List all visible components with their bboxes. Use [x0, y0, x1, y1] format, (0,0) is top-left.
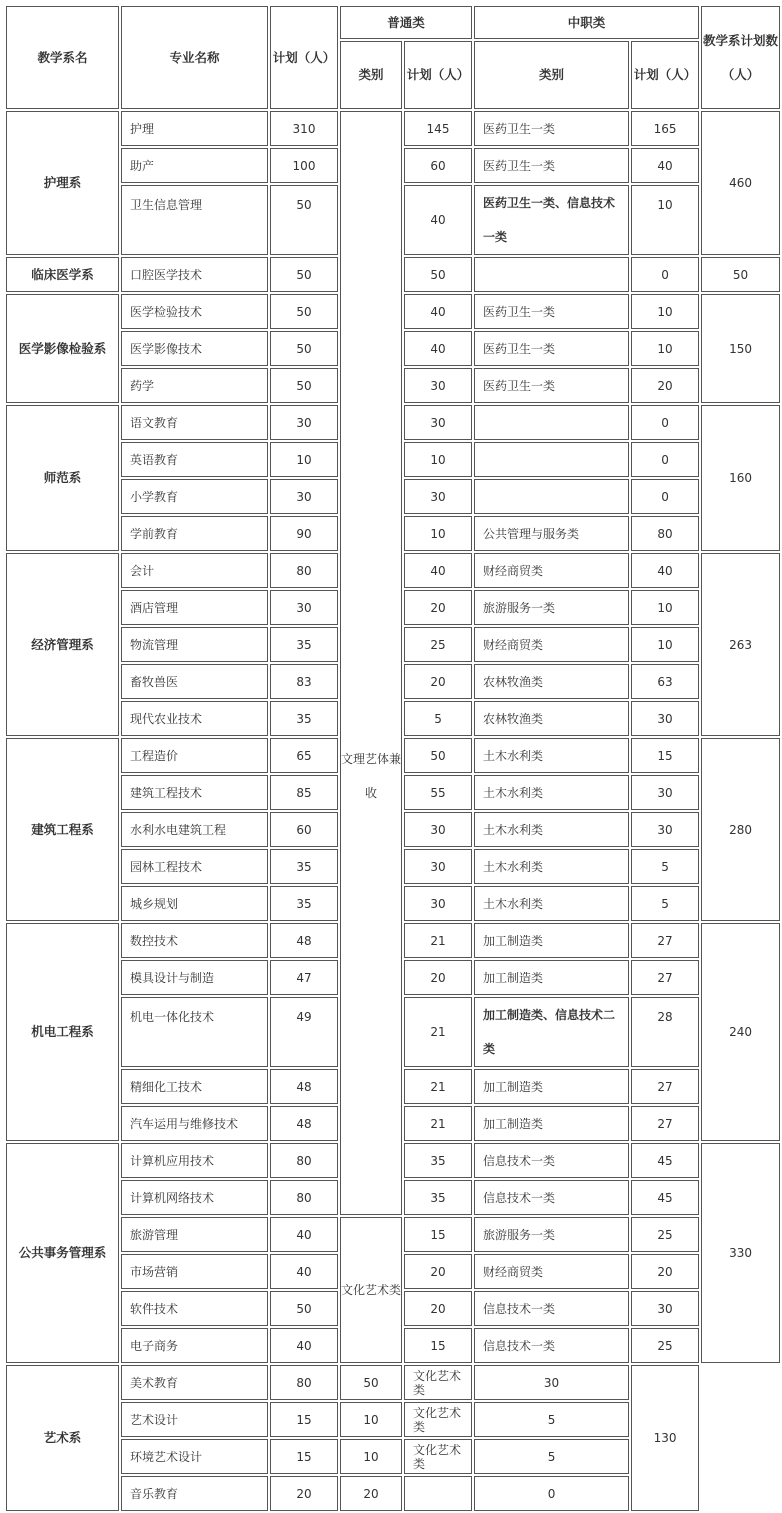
- vocational-plan-count: 45: [631, 1143, 699, 1178]
- header-vocational-plan: 计划（人）: [631, 41, 699, 109]
- plan-count: 30: [270, 590, 338, 625]
- vocational-plan-count: 20: [631, 1254, 699, 1289]
- vocational-category: 旅游服务一类: [474, 590, 629, 625]
- major-name: 会计: [121, 553, 268, 588]
- dept-name: 经济管理系: [6, 553, 119, 736]
- vocational-category: 农林牧渔类: [474, 701, 629, 736]
- major-name: 环境艺术设计: [121, 1439, 268, 1474]
- header-plan: 计划（人）: [270, 6, 338, 109]
- vocational-plan-count: 5: [474, 1402, 629, 1437]
- vocational-category: 财经商贸类: [474, 553, 629, 588]
- major-name: 城乡规划: [121, 886, 268, 921]
- vocational-category: 加工制造类、信息技术二类: [474, 997, 629, 1067]
- vocational-category: 信息技术一类: [474, 1143, 629, 1178]
- general-plan-count: 20: [404, 1291, 472, 1326]
- dept-total: 240: [701, 923, 780, 1141]
- vocational-plan-count: 0: [474, 1476, 629, 1511]
- plan-count: 10: [270, 442, 338, 477]
- plan-count: 80: [270, 1143, 338, 1178]
- vocational-category: 医药卫生一类: [474, 368, 629, 403]
- vocational-category: [474, 257, 629, 292]
- major-name: 模具设计与制造: [121, 960, 268, 995]
- vocational-category: 加工制造类: [474, 960, 629, 995]
- major-name: 机电一体化技术: [121, 997, 268, 1067]
- vocational-plan-count: 80: [631, 516, 699, 551]
- major-name: 旅游管理: [121, 1217, 268, 1252]
- plan-count: 20: [270, 1476, 338, 1511]
- dept-name: 公共事务管理系: [6, 1143, 119, 1363]
- table-row: [6, 111, 780, 146]
- general-plan-count: 30: [404, 479, 472, 514]
- general-plan-count: 10: [340, 1439, 402, 1474]
- general-plan-count: 145: [404, 111, 472, 146]
- major-name: 市场营销: [121, 1254, 268, 1289]
- vocational-plan-count: 10: [631, 590, 699, 625]
- major-name: 电子商务: [121, 1328, 268, 1363]
- major-name: 语文教育: [121, 405, 268, 440]
- vocational-plan-count: 27: [631, 960, 699, 995]
- vocational-plan-count: 5: [631, 886, 699, 921]
- vocational-category: 医药卫生一类: [474, 294, 629, 329]
- vocational-category: 文化艺术类: [404, 1365, 472, 1400]
- plan-count: 80: [270, 1180, 338, 1215]
- plan-count: 80: [270, 1365, 338, 1400]
- general-plan-count: 15: [404, 1328, 472, 1363]
- plan-count: 48: [270, 1106, 338, 1141]
- major-name: 学前教育: [121, 516, 268, 551]
- general-plan-count: 10: [340, 1402, 402, 1437]
- vocational-plan-count: 0: [631, 442, 699, 477]
- header-major: 专业名称: [121, 6, 268, 109]
- major-name: 英语教育: [121, 442, 268, 477]
- vocational-category: [474, 405, 629, 440]
- major-name: 口腔医学技术: [121, 257, 268, 292]
- vocational-plan-count: 0: [631, 405, 699, 440]
- vocational-category: 公共管理与服务类: [474, 516, 629, 551]
- vocational-category: 土木水利类: [474, 812, 629, 847]
- major-name: 畜牧兽医: [121, 664, 268, 699]
- general-plan-count: 21: [404, 923, 472, 958]
- vocational-category: 土木水利类: [474, 849, 629, 884]
- general-plan-count: 20: [404, 664, 472, 699]
- plan-count: 310: [270, 111, 338, 146]
- major-name: 美术教育: [121, 1365, 268, 1400]
- vocational-plan-count: 25: [631, 1217, 699, 1252]
- vocational-plan-count: 10: [631, 331, 699, 366]
- header-vocational-category: 类别: [474, 41, 629, 109]
- vocational-plan-count: 40: [631, 553, 699, 588]
- vocational-category: 医药卫生一类: [474, 148, 629, 183]
- general-plan-count: 30: [404, 812, 472, 847]
- major-name: 园林工程技术: [121, 849, 268, 884]
- major-name: 汽车运用与维修技术: [121, 1106, 268, 1141]
- major-name: 酒店管理: [121, 590, 268, 625]
- general-plan-count: 21: [404, 997, 472, 1067]
- plan-count: 35: [270, 701, 338, 736]
- vocational-category: 信息技术一类: [474, 1291, 629, 1326]
- vocational-category: 财经商贸类: [474, 627, 629, 662]
- vocational-category: 医药卫生一类: [474, 331, 629, 366]
- general-plan-count: 60: [404, 148, 472, 183]
- dept-total: 460: [701, 111, 780, 255]
- general-plan-count: 35: [404, 1180, 472, 1215]
- plan-count: 35: [270, 849, 338, 884]
- vocational-plan-count: 30: [631, 775, 699, 810]
- vocational-category: 医药卫生一类、信息技术一类: [474, 185, 629, 255]
- admission-plan-table: [4, 4, 782, 1513]
- major-name: 物流管理: [121, 627, 268, 662]
- vocational-plan-count: 10: [631, 185, 699, 255]
- dept-total: 150: [701, 294, 780, 403]
- plan-count: 48: [270, 923, 338, 958]
- vocational-plan-count: 45: [631, 1180, 699, 1215]
- vocational-plan-count: 27: [631, 1106, 699, 1141]
- plan-count: 47: [270, 960, 338, 995]
- plan-count: 50: [270, 185, 338, 255]
- plan-count: 50: [270, 1291, 338, 1326]
- major-name: 数控技术: [121, 923, 268, 958]
- general-category-cell: 文理艺体兼收: [340, 111, 402, 1215]
- table-row: [6, 1365, 780, 1400]
- header-dept: 教学系名: [6, 6, 119, 109]
- dept-total: 50: [701, 257, 780, 292]
- general-plan-count: 40: [404, 331, 472, 366]
- general-plan-count: 30: [404, 368, 472, 403]
- major-name: 精细化工技术: [121, 1069, 268, 1104]
- major-name: 艺术设计: [121, 1402, 268, 1437]
- major-name: 助产: [121, 148, 268, 183]
- general-plan-count: 15: [404, 1217, 472, 1252]
- vocational-category: 信息技术一类: [474, 1328, 629, 1363]
- header-general-category: 类别: [340, 41, 402, 109]
- plan-count: 30: [270, 405, 338, 440]
- header-general-plan: 计划（人）: [404, 41, 472, 109]
- table-row: [6, 1217, 780, 1252]
- vocational-category: 旅游服务一类: [474, 1217, 629, 1252]
- vocational-category: 土木水利类: [474, 738, 629, 773]
- plan-count: 50: [270, 294, 338, 329]
- vocational-plan-count: 27: [631, 1069, 699, 1104]
- plan-count: 90: [270, 516, 338, 551]
- major-name: 工程造价: [121, 738, 268, 773]
- general-plan-count: 20: [404, 960, 472, 995]
- plan-count: 35: [270, 886, 338, 921]
- plan-count: 15: [270, 1402, 338, 1437]
- vocational-category: 医药卫生一类: [474, 111, 629, 146]
- plan-count: 30: [270, 479, 338, 514]
- general-plan-count: 21: [404, 1106, 472, 1141]
- dept-name: 建筑工程系: [6, 738, 119, 921]
- general-plan-count: 40: [404, 185, 472, 255]
- general-plan-count: 20: [404, 1254, 472, 1289]
- dept-total: 130: [631, 1365, 699, 1511]
- dept-total: 160: [701, 405, 780, 551]
- general-plan-count: 50: [404, 257, 472, 292]
- plan-count: 50: [270, 257, 338, 292]
- vocational-plan-count: 30: [474, 1365, 629, 1400]
- general-plan-count: 30: [404, 849, 472, 884]
- major-name: 计算机应用技术: [121, 1143, 268, 1178]
- dept-name: 机电工程系: [6, 923, 119, 1141]
- vocational-category: 信息技术一类: [474, 1180, 629, 1215]
- plan-count: 60: [270, 812, 338, 847]
- major-name: 计算机网络技术: [121, 1180, 268, 1215]
- general-plan-count: 50: [404, 738, 472, 773]
- general-plan-count: 30: [404, 405, 472, 440]
- plan-count: 85: [270, 775, 338, 810]
- general-category-cell: 文化艺术类: [340, 1217, 402, 1363]
- vocational-plan-count: 30: [631, 1291, 699, 1326]
- major-name: 医学影像技术: [121, 331, 268, 366]
- vocational-plan-count: 40: [631, 148, 699, 183]
- vocational-category: 加工制造类: [474, 1069, 629, 1104]
- general-plan-count: 25: [404, 627, 472, 662]
- plan-count: 35: [270, 627, 338, 662]
- general-plan-count: 50: [340, 1365, 402, 1400]
- dept-total: 280: [701, 738, 780, 921]
- plan-count: 40: [270, 1217, 338, 1252]
- plan-count: 50: [270, 331, 338, 366]
- general-plan-count: 40: [404, 294, 472, 329]
- major-name: 护理: [121, 111, 268, 146]
- plan-count: 40: [270, 1328, 338, 1363]
- vocational-plan-count: 5: [631, 849, 699, 884]
- vocational-category: 加工制造类: [474, 1106, 629, 1141]
- vocational-plan-count: 5: [474, 1439, 629, 1474]
- vocational-plan-count: 30: [631, 701, 699, 736]
- vocational-category: 加工制造类: [474, 923, 629, 958]
- vocational-plan-count: 25: [631, 1328, 699, 1363]
- vocational-category: 土木水利类: [474, 886, 629, 921]
- dept-name: 临床医学系: [6, 257, 119, 292]
- dept-total: 263: [701, 553, 780, 736]
- vocational-category: 文化艺术类: [404, 1402, 472, 1437]
- general-plan-count: 10: [404, 442, 472, 477]
- header-dept-total: 教学系计划数（人）: [701, 6, 780, 109]
- plan-count: 40: [270, 1254, 338, 1289]
- vocational-plan-count: 0: [631, 257, 699, 292]
- vocational-category: 财经商贸类: [474, 1254, 629, 1289]
- vocational-plan-count: 0: [631, 479, 699, 514]
- general-plan-count: 20: [404, 590, 472, 625]
- plan-count: 49: [270, 997, 338, 1067]
- dept-total: 330: [701, 1143, 780, 1363]
- vocational-category: [474, 442, 629, 477]
- major-name: 水利水电建筑工程: [121, 812, 268, 847]
- major-name: 音乐教育: [121, 1476, 268, 1511]
- vocational-plan-count: 27: [631, 923, 699, 958]
- dept-name: 护理系: [6, 111, 119, 255]
- plan-count: 100: [270, 148, 338, 183]
- major-name: 现代农业技术: [121, 701, 268, 736]
- plan-count: 65: [270, 738, 338, 773]
- vocational-plan-count: 63: [631, 664, 699, 699]
- major-name: 卫生信息管理: [121, 185, 268, 255]
- vocational-plan-count: 28: [631, 997, 699, 1067]
- general-plan-count: 20: [340, 1476, 402, 1511]
- plan-count: 48: [270, 1069, 338, 1104]
- general-plan-count: 10: [404, 516, 472, 551]
- plan-count: 83: [270, 664, 338, 699]
- general-plan-count: 5: [404, 701, 472, 736]
- vocational-plan-count: 10: [631, 627, 699, 662]
- general-plan-count: 40: [404, 553, 472, 588]
- vocational-category: 农林牧渔类: [474, 664, 629, 699]
- vocational-category: [474, 479, 629, 514]
- major-name: 医学检验技术: [121, 294, 268, 329]
- vocational-plan-count: 15: [631, 738, 699, 773]
- header-vocational: 中职类: [474, 6, 699, 39]
- dept-name: 医学影像检验系: [6, 294, 119, 403]
- vocational-plan-count: 10: [631, 294, 699, 329]
- general-plan-count: 21: [404, 1069, 472, 1104]
- vocational-plan-count: 30: [631, 812, 699, 847]
- vocational-category: 文化艺术类: [404, 1439, 472, 1474]
- vocational-category: 土木水利类: [474, 775, 629, 810]
- dept-name: 师范系: [6, 405, 119, 551]
- plan-count: 50: [270, 368, 338, 403]
- plan-count: 80: [270, 553, 338, 588]
- dept-name: 艺术系: [6, 1365, 119, 1511]
- plan-count: 15: [270, 1439, 338, 1474]
- major-name: 药学: [121, 368, 268, 403]
- general-plan-count: 55: [404, 775, 472, 810]
- general-plan-count: 35: [404, 1143, 472, 1178]
- major-name: 软件技术: [121, 1291, 268, 1326]
- major-name: 建筑工程技术: [121, 775, 268, 810]
- vocational-plan-count: 20: [631, 368, 699, 403]
- general-plan-count: 30: [404, 886, 472, 921]
- header-general: 普通类: [340, 6, 472, 39]
- vocational-plan-count: 165: [631, 111, 699, 146]
- major-name: 小学教育: [121, 479, 268, 514]
